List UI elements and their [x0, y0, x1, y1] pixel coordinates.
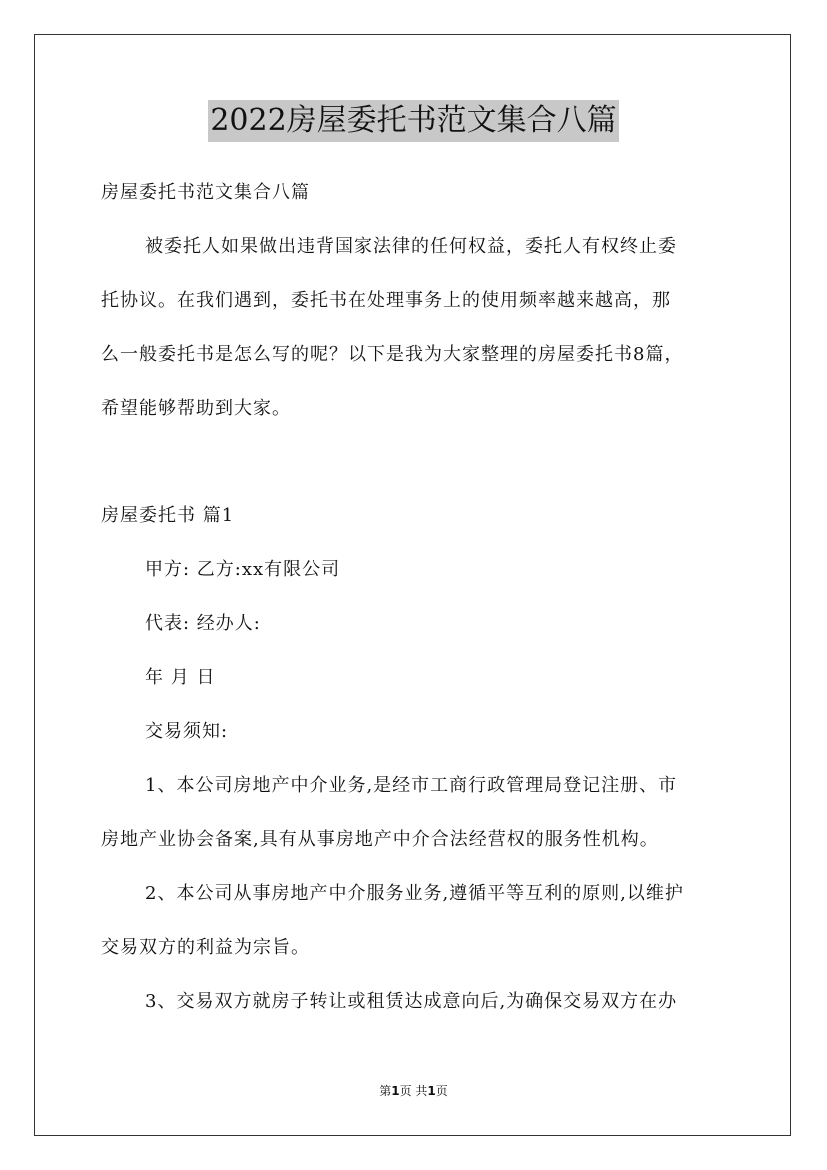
date-line: 年 月 日	[145, 667, 216, 688]
notice-label: 交易须知:	[145, 721, 229, 742]
party-line: 甲方: 乙方:xx有限公司	[145, 559, 341, 580]
section1-heading: 房屋委托书 篇1	[101, 505, 235, 526]
intro-line-3: 么一般委托书是怎么写的呢？以下是我为大家整理的房屋委托书8篇，	[101, 344, 684, 365]
intro-heading: 房屋委托书范文集合八篇	[101, 182, 310, 203]
section-gap	[101, 436, 731, 489]
document-body	[101, 166, 731, 1029]
notice-item-3a: 3、交易双方就房子转让或租赁达成意向后,为确保交易双方在办	[145, 991, 678, 1012]
notice-item-1b: 房地产业协会备案,具有从事房地产中介合法经营权的服务性机构。	[101, 829, 659, 850]
page-label-prefix: 第	[379, 1084, 392, 1098]
representative-line: 代表: 经办人:	[145, 613, 261, 634]
title-wrap	[0, 100, 827, 142]
intro-line-4: 希望能够帮助到大家。	[101, 398, 291, 419]
notice-item-2b: 交易双方的利益为宗旨。	[101, 937, 310, 958]
intro-line-1: 被委托人如果做出违背国家法律的任何权益，委托人有权终止委	[145, 236, 677, 257]
notice-item-1a: 1、本公司房地产中介业务,是经市工商行政管理局登记注册、市	[145, 775, 678, 796]
page-footer	[0, 1082, 827, 1099]
page-label-mid: 页 共	[399, 1084, 428, 1098]
document-title: 2022房屋委托书范文集合八篇	[208, 100, 618, 142]
page-current: 1	[391, 1084, 400, 1098]
intro-line-2: 托协议。在我们遇到，委托书在处理事务上的使用频率越来越高，那	[101, 290, 671, 311]
page-total: 1	[427, 1084, 436, 1098]
page-label-suffix: 页	[435, 1084, 448, 1098]
notice-item-2a: 2、本公司从事房地产中介服务业务,遵循平等互利的原则,以维护	[145, 883, 684, 904]
